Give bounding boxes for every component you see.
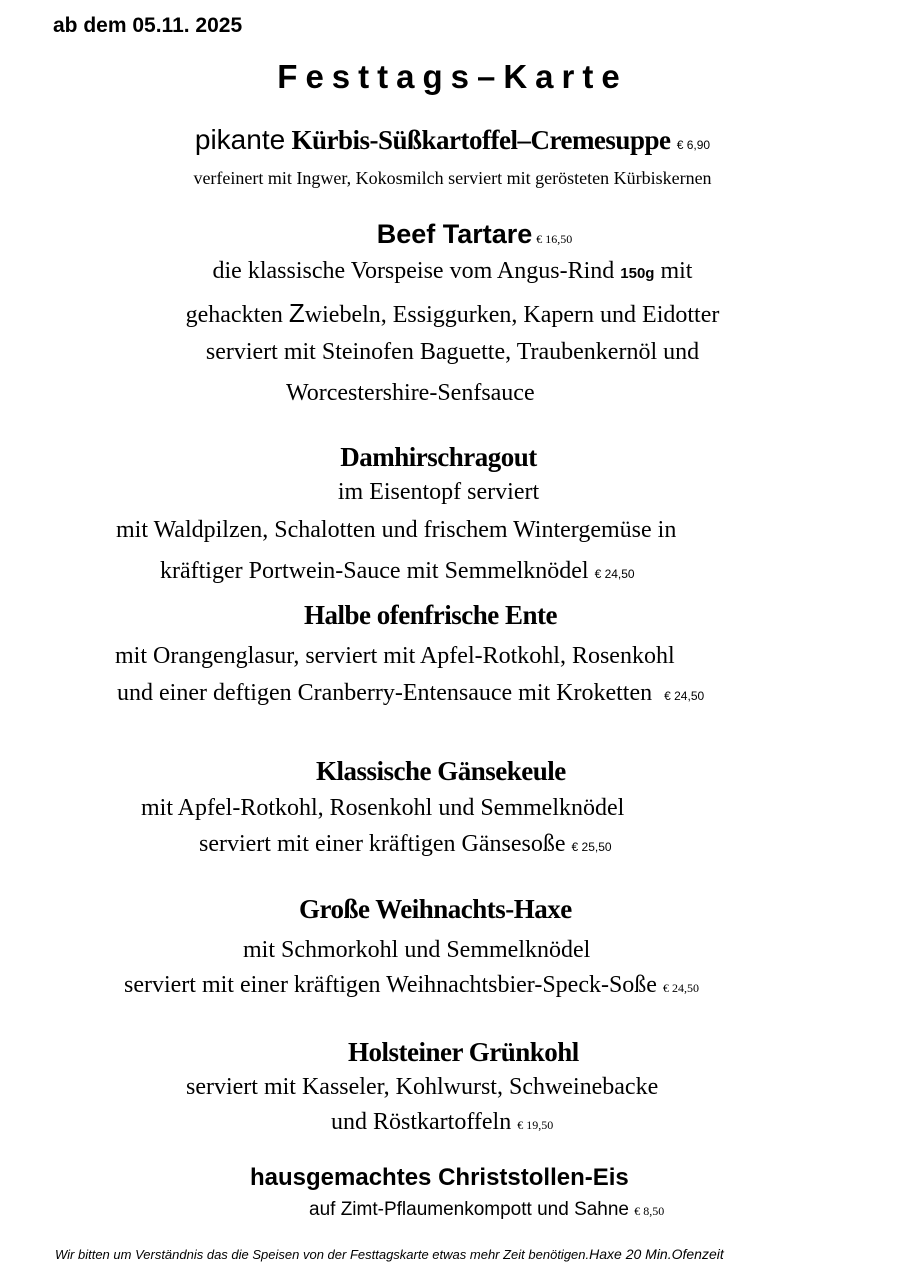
duck-name: Halbe ofenfrische Ente bbox=[304, 600, 557, 630]
page-title: Festtags–Karte bbox=[277, 58, 628, 95]
icecream-description bbox=[309, 1199, 664, 1221]
goose-name: Klassische Gänsekeule bbox=[316, 756, 566, 786]
duck-description-line-1: mit Orangenglasur, serviert mit Apfel-Rotkohl, Rosenkohl bbox=[115, 643, 675, 669]
haxe-price: € 24,50 bbox=[662, 981, 699, 995]
soup-price: € 6,90 bbox=[676, 138, 711, 152]
duck-price: € 24,50 bbox=[664, 689, 705, 703]
tartare-line1-post: mit bbox=[660, 258, 693, 284]
tartare-line2-z: Z bbox=[288, 298, 305, 328]
kale-line2-text: und Röstkartoffeln bbox=[331, 1109, 512, 1135]
haxe-description-line-2 bbox=[124, 972, 699, 999]
goose-description-line-2 bbox=[199, 831, 612, 858]
kale-description-line-1: serviert mit Kasseler, Kohlwurst, Schweinebacke bbox=[186, 1074, 659, 1100]
ragout-description-line-2: mit Waldpilzen, Schalotten und frischem Wintergemüse in bbox=[116, 517, 677, 543]
tartare-weight: 150g bbox=[620, 265, 655, 282]
goose-price: € 25,50 bbox=[571, 840, 612, 854]
ragout-line3-text: kräftiger Portwein-Sauce mit Semmelknödel bbox=[160, 558, 589, 584]
footer-note bbox=[55, 1246, 724, 1262]
tartare-description-line-2 bbox=[0, 298, 905, 329]
ragout-description-line-3 bbox=[160, 558, 635, 585]
duck-description-line-2 bbox=[117, 680, 704, 707]
haxe-description-line-1: mit Schmorkohl und Semmelknödel bbox=[243, 937, 591, 963]
duck-line2-text: und einer deftigen Cranberry-Entensauce mit Kroketten bbox=[117, 680, 653, 706]
tartare-line1-pre: die klassische Vorspeise vom Angus-Rind bbox=[212, 258, 615, 284]
kale-price: € 19,50 bbox=[517, 1118, 554, 1132]
kale-description-line-2 bbox=[331, 1109, 553, 1136]
ragout-name: Damhirschragout bbox=[340, 442, 537, 472]
goose-description-line-1: mit Apfel-Rotkohl, Rosenkohl und Semmelknödel bbox=[141, 795, 625, 821]
ragout-price: € 24,50 bbox=[594, 567, 635, 581]
icecream-line-text: auf Zimt-Pflaumenkompott und Sahne bbox=[309, 1199, 630, 1220]
tartare-description-line-1 bbox=[0, 258, 905, 285]
tartare-line2-pre: gehackten bbox=[185, 302, 283, 328]
soup-description: verfeinert mit Ingwer, Kokosmilch serviert mit gerösteten Kürbiskernen bbox=[193, 168, 712, 188]
menu-item-soup-title bbox=[0, 124, 905, 156]
tartare-price: € 16,50 bbox=[536, 232, 573, 246]
tartare-description-line-4: Worcestershire-Senfsauce bbox=[286, 380, 535, 406]
goose-line2-text: serviert mit einer kräftigen Gänsesoße bbox=[199, 831, 566, 857]
menu-item-tartare-title bbox=[22, 219, 905, 250]
date-label: ab dem 05.11. 2025 bbox=[53, 14, 243, 37]
footer-note-extra: Haxe 20 Min.Ofenzeit bbox=[589, 1246, 724, 1262]
ragout-description-line-1: im Eisentopf serviert bbox=[337, 479, 540, 505]
haxe-line2-text: serviert mit einer kräftigen Weihnachtsbier-Speck-Soße bbox=[124, 972, 657, 998]
soup-name: Kürbis-Süßkartoffel–Cremesuppe bbox=[291, 125, 671, 155]
tartare-line2-post: wiebeln, Essiggurken, Kapern und Eidotter bbox=[304, 302, 720, 328]
tartare-description-line-3: serviert mit Steinofen Baguette, Traubenkernöl und bbox=[205, 339, 700, 365]
soup-prefix: pikante bbox=[194, 124, 286, 155]
haxe-name: Große Weihnachts-Haxe bbox=[299, 894, 572, 924]
kale-name: Holsteiner Grünkohl bbox=[348, 1037, 579, 1067]
tartare-name: Beef Tartare bbox=[376, 219, 533, 249]
footer-note-text: Wir bitten um Verständnis das die Speisen von der Festtagskarte etwas mehr Zeit benötigen. bbox=[55, 1247, 590, 1262]
icecream-name: hausgemachtes Christstollen-Eis bbox=[250, 1164, 629, 1191]
icecream-price: € 8,50 bbox=[634, 1204, 665, 1218]
